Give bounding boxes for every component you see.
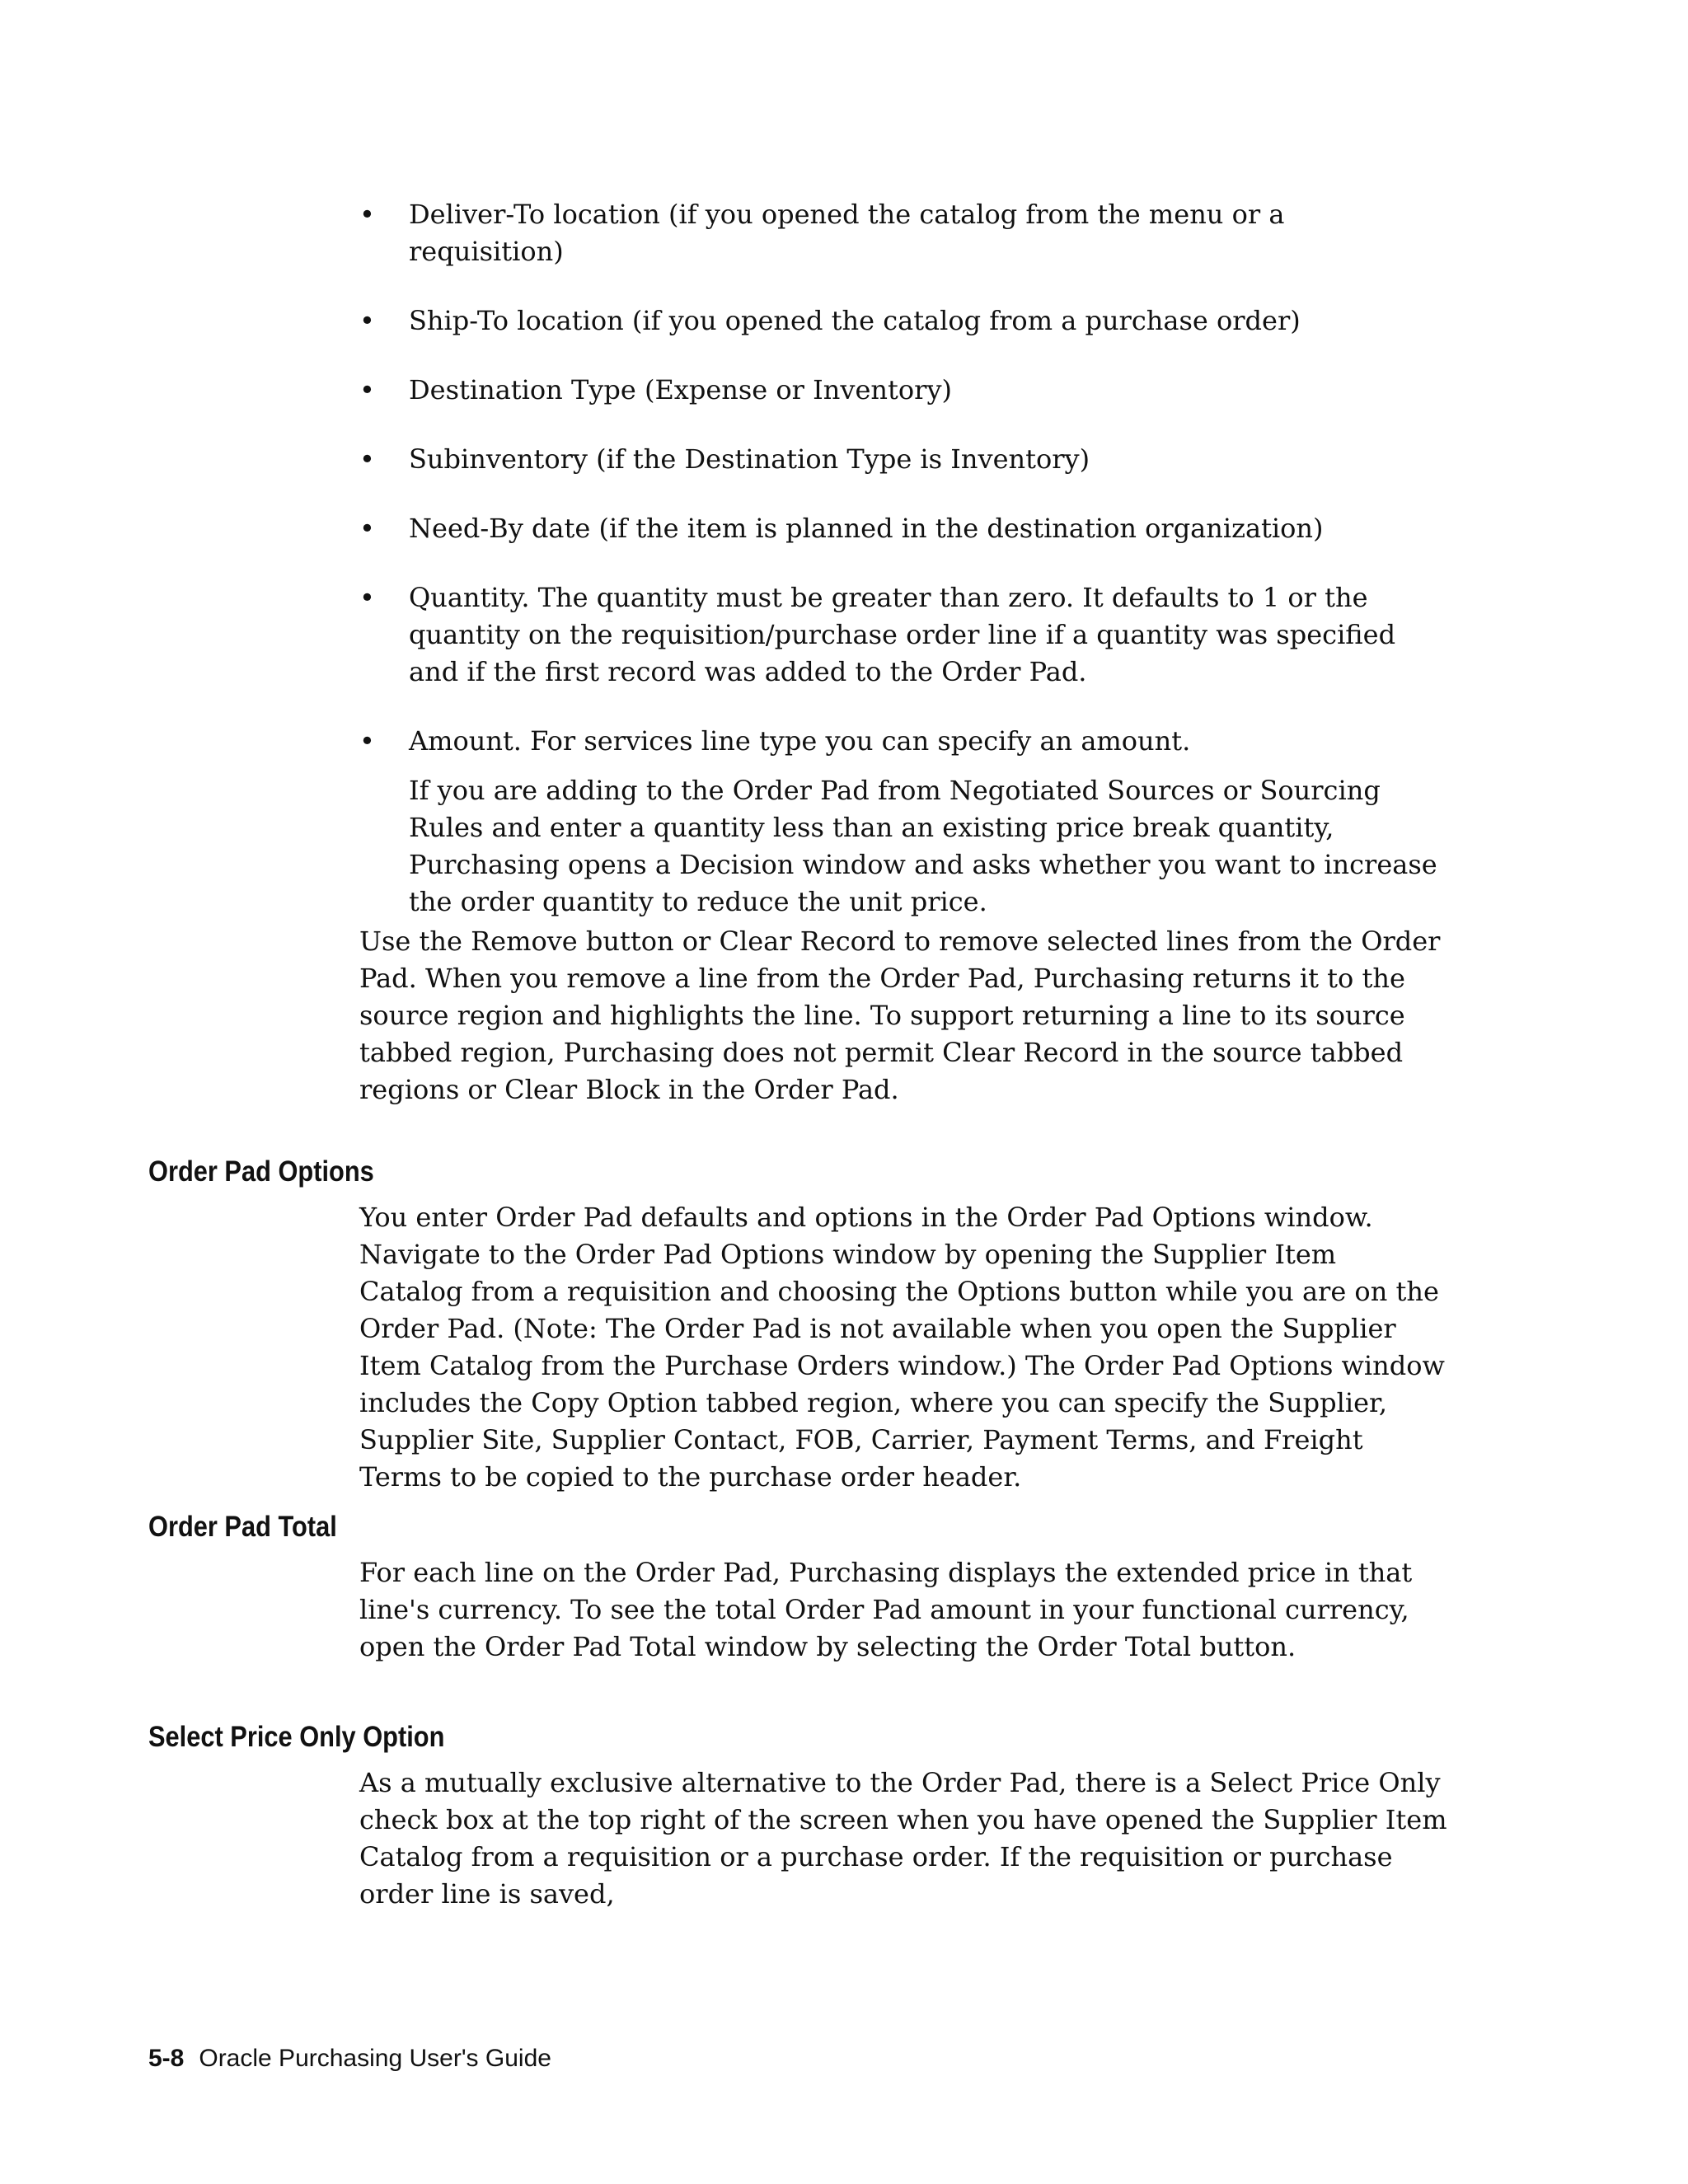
list-item xyxy=(359,723,1439,921)
bullet-text: Need-By date (if the item is planned in the destination organization) xyxy=(409,513,1324,544)
list-item xyxy=(359,441,1439,478)
remove-paragraph: Use the Remove button or Clear Record to remove selected lines from the Order Pad. When you remove a line from the Order Pad, Purchasing returns it to the source region and highlights the line. To support returning a line to its source tabbed region, Purchasing does not permit Clear Record in the source tabbed regions or Clear Block in the Order Pad. xyxy=(359,926,1441,1105)
list-item xyxy=(359,579,1439,691)
bullet-icon: • xyxy=(359,582,375,613)
bullet-icon: • xyxy=(359,725,375,757)
bullet-icon: • xyxy=(359,199,375,230)
section-heading-select-price-only: Select Price Only Option xyxy=(148,1721,445,1753)
section-heading-order-pad-total: Order Pad Total xyxy=(148,1511,337,1543)
bullet-icon: • xyxy=(359,374,375,405)
bullet-text: Destination Type (Expense or Inventory) xyxy=(409,374,952,405)
list-item xyxy=(359,510,1439,547)
bullet-list xyxy=(359,196,1439,953)
bullet-text: Quantity. The quantity must be greater than zero. It defaults to 1 or the quantity on the requisition/purchase order line if a quantity was specified and if the first record was added to the Order Pad. xyxy=(409,582,1396,687)
page-number: 5-8 xyxy=(148,2045,185,2072)
list-item xyxy=(359,302,1439,340)
bullet-icon: • xyxy=(359,513,375,544)
section-heading-order-pad-options: Order Pad Options xyxy=(148,1155,374,1188)
page-footer xyxy=(148,2044,551,2074)
list-item xyxy=(359,372,1439,409)
select-price-only-body: As a mutually exclusive alternative to the Order Pad, there is a Select Price Only check box at the top right of the screen when you have opened the Supplier Item Catalog from a requisition or a purchase order. If the requisition or purchase order line is saved, xyxy=(359,1767,1447,1910)
guide-title: Oracle Purchasing User's Guide xyxy=(199,2045,551,2072)
bullet-text: Deliver-To location (if you opened the catalog from the menu or a requisition) xyxy=(409,199,1285,267)
amount-note: If you are adding to the Order Pad from Negotiated Sources or Sourcing Rules and enter a quantity less than an existing price break quantity, Purchasing opens a Decision window and asks whether you want to increase the order quantity to reduce the unit price. xyxy=(409,775,1437,917)
order-pad-total-body: For each line on the Order Pad, Purchasing displays the extended price in that line's currency. To see the total Order Pad amount in your functional currency, open the Order Pad Total window by selecting the Order Total button. xyxy=(359,1557,1413,1662)
bullet-text: Ship-To location (if you opened the catalog from a purchase order) xyxy=(409,305,1301,336)
bullet-text: Subinventory (if the Destination Type is Inventory) xyxy=(409,443,1090,475)
bullet-icon: • xyxy=(359,305,375,336)
order-pad-options-body: You enter Order Pad defaults and options in the Order Pad Options window. Navigate to the Order Pad Options window by opening the Supplier Item Catalog from a requisition and choosing the Options button while you are on the Order Pad. (Note: The Order Pad is not available when you open the Supplier Item Catalog from the Purchase Orders window.) The Order Pad Options window includes the Copy Option tabbed region, where you can specify the Supplier, Supplier Site, Supplier Contact, FOB, Carrier, Payment Terms, and Freight Terms to be copied to the purchase order header. xyxy=(359,1202,1445,1493)
bullet-text: Amount. For services line type you can specify an amount. xyxy=(409,725,1191,757)
bullet-icon: • xyxy=(359,443,375,475)
list-item xyxy=(359,196,1439,270)
